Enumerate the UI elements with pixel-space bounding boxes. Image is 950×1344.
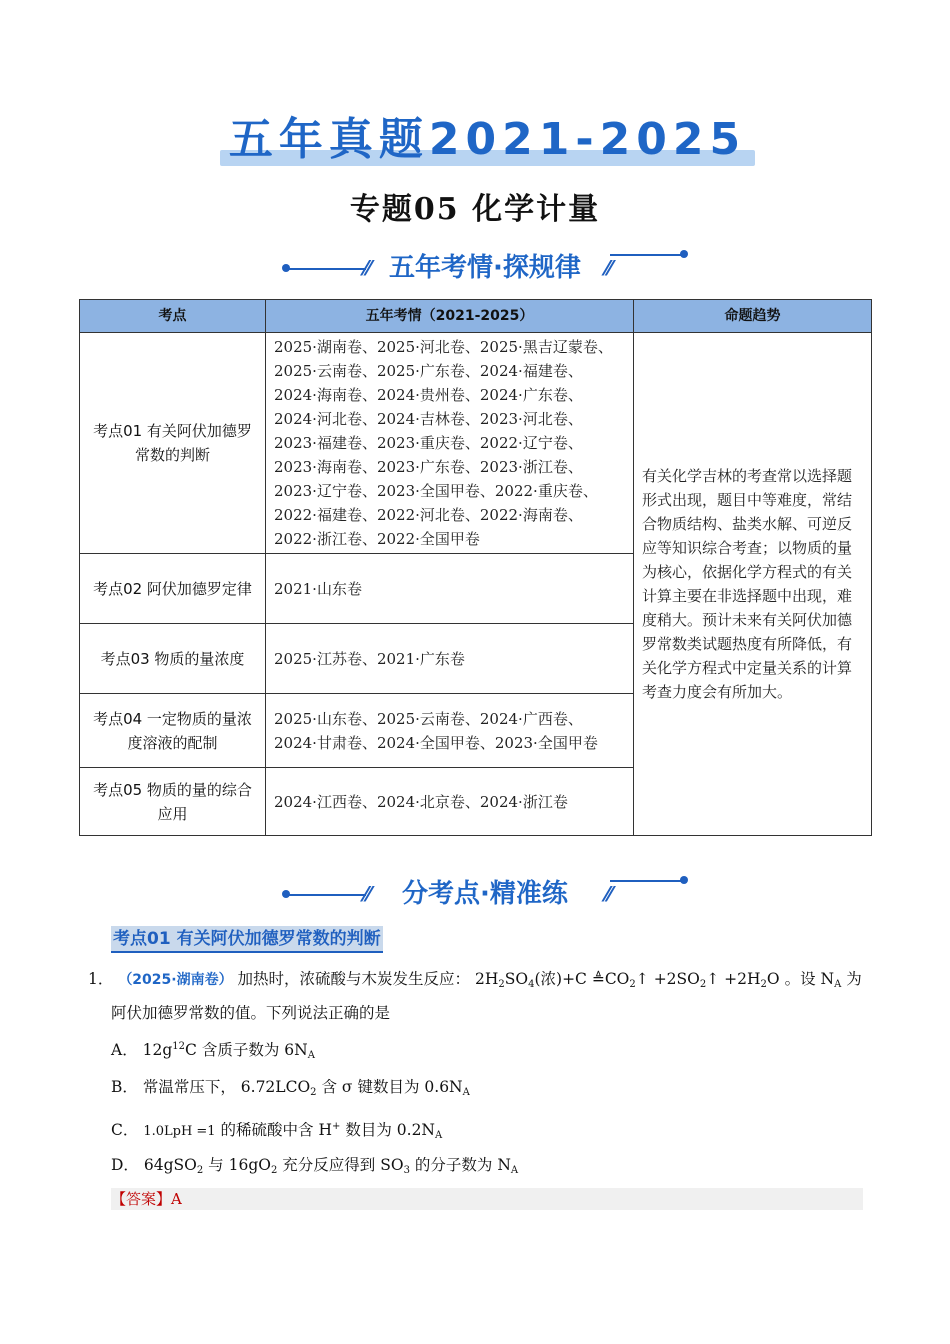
option-letter: B． — [111, 1078, 138, 1096]
years-cell: 2024·江西卷、2024·北京卷、2024·浙江卷 — [266, 768, 634, 836]
years-cell: 2025·山东卷、2025·云南卷、2024·广西卷、2024·甘肃卷、2024·全国甲卷、2023·全国甲卷 — [266, 694, 634, 768]
exam-table — [79, 299, 872, 836]
line-decoration — [610, 880, 682, 882]
header-trend: 命题趋势 — [634, 300, 872, 333]
slash-decoration: ⁄⁄ — [605, 256, 612, 280]
topic-cell: 考点02 阿伏加德罗定律 — [80, 554, 266, 624]
formula: $12g^{12}C$ — [142, 1041, 197, 1059]
option-text: 含 — [321, 1078, 337, 1096]
option-text: 的分子数为 — [414, 1156, 493, 1174]
years-cell: 2021·山东卷 — [266, 554, 634, 624]
question-number: 1． — [88, 970, 114, 988]
option-letter: C． — [111, 1121, 139, 1139]
topic-cell: 考点05 物质的量的综合应用 — [80, 768, 266, 836]
years-cell: 2025·湖南卷、2025·河北卷、2025·黑吉辽蒙卷、2025·云南卷、2025·广东卷、2024·福建卷、2024·海南卷、2024·贵州卷、2024·广东卷、2024·河北卷、2024·吉林卷、2023·河北卷、2023·福建卷、2023·重庆卷、2022·辽宁卷、2023·海南卷、2023·广东卷、2023·浙江卷、2023·辽宁卷、2023·全国甲卷、2022·重庆卷、2022·福建卷、2022·河北卷、2022·海南卷、2022·浙江卷、2022·全国甲卷 — [266, 333, 634, 554]
section-header-trends — [280, 250, 690, 286]
option-text: 键数目为 — [357, 1078, 420, 1096]
topic-cell: 考点03 物质的量浓度 — [80, 624, 266, 694]
formula: $6N_A$ — [284, 1041, 315, 1061]
topic-cell: 考点04 一定物质的量浓度溶液的配制 — [80, 694, 266, 768]
stem-text: 。设 — [784, 970, 816, 988]
option-a[interactable] — [111, 1034, 315, 1069]
formula: H+ — [318, 1121, 341, 1139]
trend-cell: 有关化学吉林的考查常以选择题形式出现，题目中等难度，常结合物质结构、盐类水解、可逆反应等知识综合考查；以物质的量为核心，依据化学方程式的有关计算主要在非选择题中出现，难度稍大。预计未来有关阿伏加德罗常数类试题热度有所降低，有关化学方程式中定量关系的计算考查力度会有所加大。 — [634, 333, 872, 836]
reaction-equation: $2H_2SO_4$(浓)+C $≜CO_2↑$ $+2SO_2↑ +2H_2O$ — [475, 970, 780, 990]
answer-bar — [111, 1188, 863, 1210]
option-text: 数目为 — [345, 1121, 392, 1139]
formula: 64gSO$_2$ — [143, 1156, 204, 1176]
dot-decoration — [680, 876, 688, 884]
na-symbol: $N_A$ — [820, 970, 842, 990]
question-source: （2025·湖南卷） — [118, 972, 233, 988]
slash-decoration: ⁄⁄ — [364, 256, 371, 280]
answer-value: A — [171, 1190, 182, 1208]
table-row — [80, 333, 872, 554]
stem-text: 为 — [846, 970, 862, 988]
formula: σ — [341, 1078, 353, 1096]
slash-decoration: ⁄⁄ — [605, 882, 612, 906]
banner-title: 五年真题2021-2025 — [228, 114, 747, 165]
question-stem — [88, 966, 862, 998]
line-decoration — [610, 254, 682, 256]
topic-cell: 考点01 有关阿伏加德罗常数的判断 — [80, 333, 266, 554]
formula: $0.2N_A$ — [396, 1121, 443, 1141]
table-header-row — [80, 300, 872, 333]
formula: $6.72LCO_2$ — [240, 1078, 317, 1098]
slash-decoration: ⁄⁄ — [364, 882, 371, 906]
question-stem-line2: 阿伏加德罗常数的值。下列说法正确的是 — [111, 1004, 391, 1022]
formula: 1.0LpH =1 — [143, 1124, 216, 1139]
section-label: 分考点·精准练 — [402, 879, 568, 909]
formula: $N_A$ — [497, 1156, 519, 1176]
formula: $SO_3$ — [380, 1156, 410, 1176]
option-text: 充分反应得到 — [282, 1156, 376, 1174]
stem-text: 加热时，浓硫酸与木炭发生反应： — [237, 970, 471, 988]
option-text: 的稀硫酸中含 — [220, 1121, 314, 1139]
option-letter: A． — [111, 1041, 138, 1059]
subject-title: 专题05 化学计量 — [349, 192, 601, 227]
years-cell: 2025·江苏卷、2021·广东卷 — [266, 624, 634, 694]
header-years: 五年考情（2021-2025） — [266, 300, 634, 333]
section-label: 五年考情·探规律 — [389, 253, 581, 283]
kp-heading: 考点01 有关阿伏加德罗常数的判断 — [111, 926, 383, 953]
formula: $0.6N_A$ — [424, 1078, 470, 1098]
dot-decoration — [680, 250, 688, 258]
option-text: 与 — [208, 1156, 224, 1174]
option-text: 含质子数为 — [201, 1041, 280, 1059]
answer-label: 【答案】 — [111, 1190, 172, 1208]
header-topic: 考点 — [80, 300, 266, 333]
section-header-practice — [280, 876, 690, 912]
option-letter: D． — [111, 1156, 139, 1174]
title-banner — [220, 112, 755, 170]
option-b[interactable] — [111, 1074, 470, 1106]
option-d[interactable] — [111, 1152, 518, 1184]
formula: $16gO_2$ — [228, 1156, 278, 1176]
option-text: 常温常压下， — [142, 1078, 236, 1096]
option-c[interactable] — [111, 1114, 442, 1149]
